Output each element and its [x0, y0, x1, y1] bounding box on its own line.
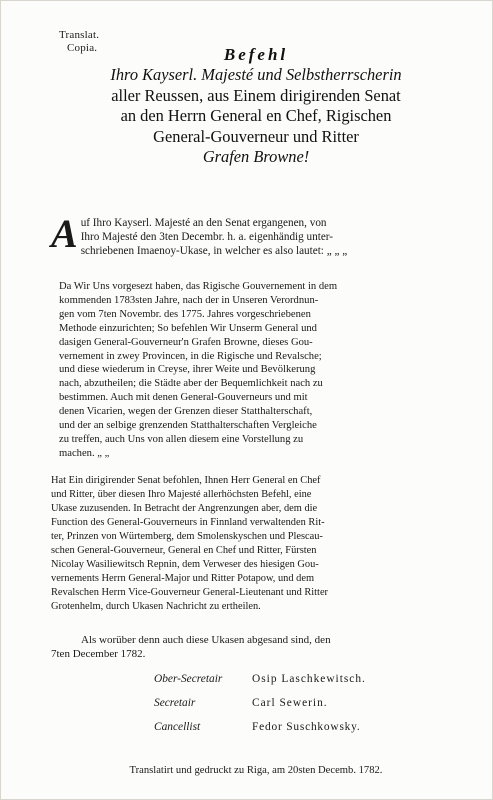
intro-paragraph	[51, 211, 451, 258]
text-line: und Ritter, über diesen Ihro Majesté allerhöchsten Befehl, eine	[51, 489, 312, 500]
date-line: 7ten December 1782.	[51, 648, 146, 660]
signature-row	[154, 697, 454, 721]
signature-row	[154, 673, 454, 697]
text-line: Als worüber denn auch diese Ukasen abgesand sind, den	[81, 634, 331, 646]
text-line: schriebenen Imaenoy-Ukase, in welcher es also lautet: „ „ „	[80, 244, 348, 257]
signatory-title: Ober-Secretair	[154, 673, 223, 685]
title-line: aller Reussen, aus Einem dirigirenden Senat	[111, 85, 401, 105]
text-line: denen Vicarien, wegen der Grenzen dieser Statthalterschaft,	[59, 406, 313, 418]
text-line: kommenden 1783sten Jahre, nach der in Unseren Verordnun-	[59, 294, 319, 306]
text-line: Hat Ein dirigirender Senat befohlen, Ihnen Herr General en Chef	[51, 475, 321, 486]
text-line: Da Wir Uns vorgesezt haben, das Rigische Gouvernement in dem	[59, 281, 338, 292]
text-line: nach, abzutheilen; die Städte aber der Bequemlichkeit nach zu	[59, 378, 323, 390]
text-line: zu treffen, auch Uns von allen diesem eine Vorstellung zu	[59, 433, 304, 445]
text-line: machen. „ „	[59, 447, 110, 459]
title-line: Ihro Kayserl. Majesté und Selbstherrscherin	[110, 65, 402, 84]
text-line: Ihro Majesté den 3ten Decembr. h. a. eigenhändig unter-	[80, 230, 334, 243]
signatory-name: Osip Laschkewitsch.	[252, 673, 366, 685]
text-line: vernement in zwey Provincen, in die Rigische und Revalsche;	[59, 350, 322, 362]
signatory-name: Fedor Suschkowsky.	[252, 721, 361, 733]
text-line: und der an selbige grenzenden Statthalterschaften Vergleiche	[59, 420, 317, 432]
text-line: ter, Prinzen von Würtemberg, dem Smolenskyschen und Plescau-	[51, 531, 323, 542]
translation-note-line: Translat.	[59, 29, 100, 41]
text-line: gen vom 7ten Novembr. des 1775. Jahres vorgeschriebenen	[59, 308, 311, 320]
text-line: Grotenhelm, durch Ukasen Nachricht zu ertheilen.	[51, 601, 261, 612]
title-line: General-Gouverneur und Ritter	[153, 126, 359, 146]
text-line: uf Ihro Kayserl. Majesté an den Senat ergangenen, von	[80, 217, 327, 229]
signatory-title: Cancellist	[154, 721, 201, 733]
text-line: Nicolay Wasiliewitsch Repnin, dem Verweser des hiesigen Gou-	[51, 559, 319, 570]
signature-block	[154, 673, 454, 745]
document-title	[41, 45, 471, 168]
signature-row	[154, 721, 454, 745]
ukase-quote	[59, 280, 451, 461]
text-line: schen General-Gouverneur, General en Chef und Ritter, Fürsten	[51, 545, 317, 556]
title-line: an den Herrn General en Chef, Rigischen	[120, 106, 392, 125]
text-line: Revalschen Herrn Vice-Gouverneur General-Lieutenant und Ritter	[51, 587, 329, 598]
text-line: Methode einzurichten; So befehlen Wir Unserm General und	[59, 322, 317, 334]
text-line: bestimmen. Auch mit denen General-Gouverneurs und mit	[59, 392, 308, 404]
text-line: und diese wiederum in Creyse, ihrer Weite und Bevölkerung	[59, 364, 316, 376]
translation-note-line: Copia.	[67, 42, 98, 54]
signatory-title: Secretair	[154, 697, 196, 709]
text-line: Function des General-Gouverneurs in Finnland verwaltenden Rit-	[51, 517, 325, 528]
title-line: Grafen Browne!	[202, 147, 310, 166]
text-line: dasigen General-Gouverneur'n Grafen Browne, dieses Gou-	[59, 336, 313, 348]
text-line: vernements Herrn General-Major und Ritter Potapow, und dem	[51, 573, 315, 584]
printer-footer: Translatirt und gedruckt zu Riga, am 20sten Decemb. 1782.	[129, 765, 383, 776]
drop-cap: A	[51, 211, 78, 256]
closing-paragraph	[51, 633, 451, 661]
text-line: Ukase zuzusenden. In Betracht der Angrenzungen aber, dem die	[51, 503, 318, 514]
title-main: Befehl	[223, 45, 289, 64]
signatory-name: Carl Sewerin.	[252, 697, 328, 709]
senate-order-paragraph	[51, 474, 451, 614]
